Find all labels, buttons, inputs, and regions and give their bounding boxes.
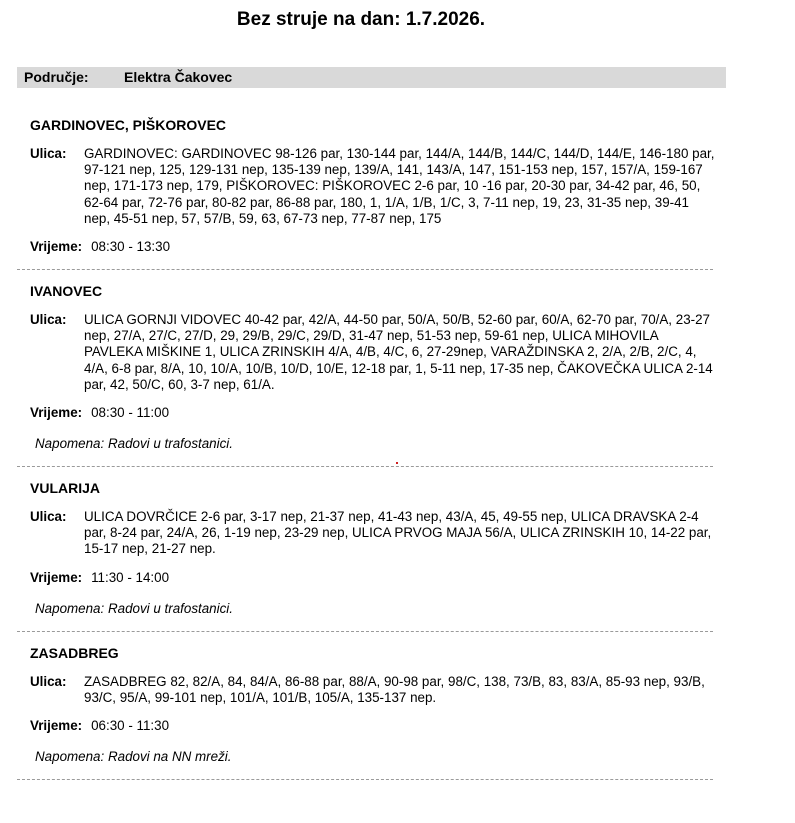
time-value: 08:30 - 11:00 xyxy=(91,405,170,421)
note-text: Napomena: Radovi u trafostanici. xyxy=(35,600,233,616)
street-list: ULICA GORNJI VIDOVEC 40-42 par, 42/A, 44-50 par, 50/A, 50/B, 52-60 par, 60/A, 62-70 par, 70/A, 23-27 nep, 27/A, 27/C, 27/D, 29, 29/B, 29/C, 29/D, 31-47 nep, 51-53 nep, 59-61 nep, ULICA MIHOVILA PAVLEKA MIŠKINE 1, ULICA ZRINSKIH 4/A, 4/B, 4/C, 6, 27-29nep, VARAŽDINSKA 2, 2/A, 2/B, 2/C, 4, 4/A, 6-8 par, 8/A, 10, 10/A, 10/B, 10/D, 10/E, 12-18 par, 1, 5-11 nep, 17-35 nep, ČAKOVEČKA ULICA 2-14 par, 42, 50/C, 60, 3-7 nep, 61/A. xyxy=(84,312,713,392)
street-label: Ulica: xyxy=(30,673,67,689)
time-row xyxy=(30,405,720,421)
section-divider xyxy=(17,779,713,780)
location-title: ZASADBREG xyxy=(30,644,119,661)
section-divider xyxy=(17,466,713,467)
time-label: Vrijeme: xyxy=(30,569,83,585)
time-row xyxy=(30,239,720,255)
street-label: Ulica: xyxy=(30,509,67,525)
outage-section xyxy=(30,283,720,467)
location-title: IVANOVEC xyxy=(30,283,103,300)
street-list: ZASADBREG 82, 82/A, 84, 84/A, 86-88 par, 88/A, 90-98 par, 98/C, 138, 73/B, 83, 83/A, 85-93 nep, 93/B, 93/C, 95/A, 99-101 nep, 101/A, 101/B, 105/A, 135-137 nep. xyxy=(84,673,705,705)
location-title: GARDINOVEC, PIŠKOROVEC xyxy=(30,117,227,133)
outage-section xyxy=(30,117,720,270)
street-row xyxy=(30,674,720,706)
note-text: Napomena: Radovi u trafostanici. xyxy=(35,436,233,452)
time-row xyxy=(30,570,720,586)
outage-section xyxy=(30,645,720,780)
street-label: Ulica: xyxy=(30,146,67,161)
street-list: GARDINOVEC: GARDINOVEC 98-126 par, 130-144 par, 144/A, 144/B, 144/C, 144/D, 144/E, 146-180 par, 97-121 nep, 125, 129-131 nep, 135-139 nep, 139/A, 141, 143/A, 147, 151-153 nep, 157, 157/A, 159-167 nep, 171-173 nep, 179, PIŠKOROVEC: PIŠKOROVEC 2-6 par, 10 -16 par, 20-30 par, 34-42 par, 46, 50, 62-64 par, 72-76 par, 80-82 par, 86-88 par, 180, 1, 1/A, 1/B, 1/C, 3, 7-11 nep, 19, 23, 31-35 nep, 39-41 nep, 45-51 nep, 57, 57/B, 59, 63, 67-73 nep, 77-87 nep, 175 xyxy=(84,146,715,226)
time-label: Vrijeme: xyxy=(30,405,83,421)
street-row xyxy=(30,509,720,558)
street-label: Ulica: xyxy=(30,312,67,328)
note-text: Napomena: Radovi na NN mreži. xyxy=(35,749,232,765)
stray-mark xyxy=(396,462,398,464)
time-value: 08:30 - 13:30 xyxy=(91,239,171,255)
page-title: Bez struje na dan: 1.7.2026. xyxy=(236,9,486,30)
outage-list xyxy=(30,104,720,780)
area-label: Područje: xyxy=(24,69,89,85)
street-row xyxy=(30,146,720,227)
location-title: VULARIJA xyxy=(30,480,101,497)
time-row xyxy=(30,718,720,734)
area-value: Elektra Čakovec xyxy=(124,69,233,85)
street-row xyxy=(30,312,720,393)
section-divider xyxy=(17,631,713,632)
street-list: ULICA DOVRČICE 2-6 par, 3-17 nep, 21-37 nep, 41-43 nep, 43/A, 45, 49-55 nep, ULICA DRAVSKA 2-4 par, 8-24 par, 24/A, 26, 1-19 nep, 23-29 nep, ULICA PRVOG MAJA 56/A, ULICA ZRINSKIH 10, 14-22 par, 15-17 nep, 21-27 nep. xyxy=(84,509,712,557)
section-divider xyxy=(17,269,713,270)
time-label: Vrijeme: xyxy=(30,239,83,255)
area-bar xyxy=(17,67,726,88)
time-value: 11:30 - 14:00 xyxy=(91,569,170,585)
time-label: Vrijeme: xyxy=(30,718,83,734)
outage-section xyxy=(30,480,720,632)
time-value: 06:30 - 11:30 xyxy=(91,718,170,734)
